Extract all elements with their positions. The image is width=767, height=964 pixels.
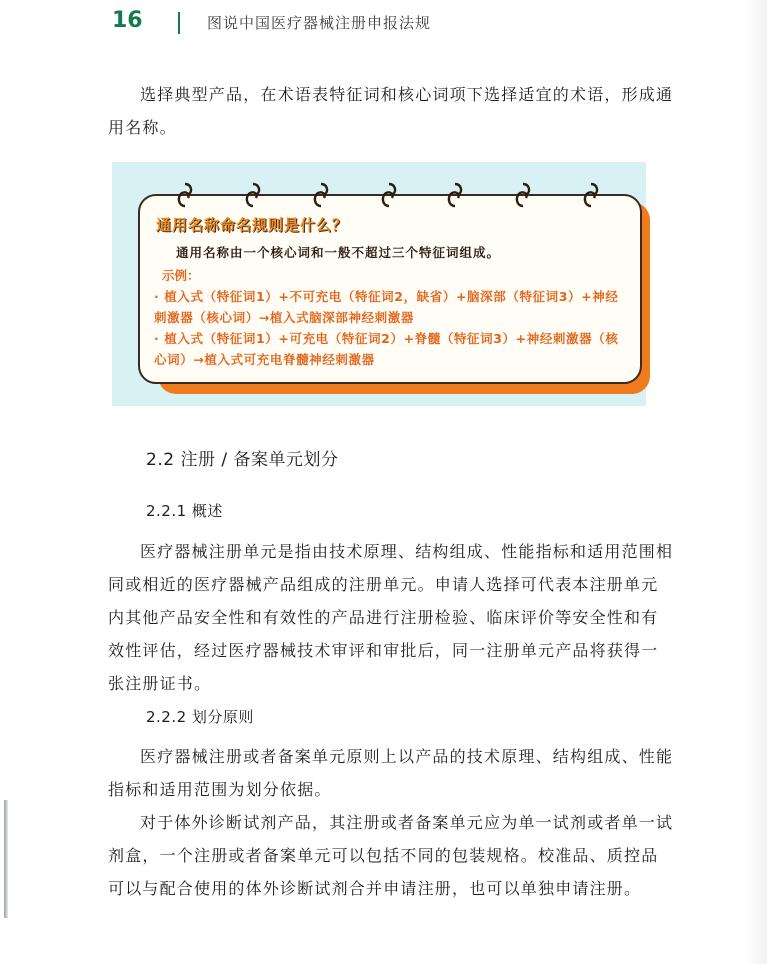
section-title: 2.2 注册 / 备案单元划分 xyxy=(146,450,339,470)
intro-paragraph: 选择典型产品，在术语表特征词和核心词项下选择适宜的术语，形成通用名称。 xyxy=(108,85,674,137)
binder-ring-icon xyxy=(582,182,600,208)
overview-paragraph: 医疗器械注册单元是指由技术原理、结构组成、性能指标和适用范围相同或相近的医疗器械产品组成的注册单元。申请人选择可代表本注册单元内其他产品安全性和有效性的产品进行注册检验、临床评价等安全性和有效性评估，经过医疗器械技术审评和审批后，同一注册单元产品将获得一张注册证书。 xyxy=(108,542,674,693)
header-divider xyxy=(178,12,180,34)
binder-ring-icon xyxy=(244,182,262,208)
binder-ring-icon xyxy=(176,182,194,208)
page-number: 16 xyxy=(112,8,143,33)
note-example-1: · 植入式（特征词1）+不可充电（特征词2，缺省）+脑深部（特征词3）+神经刺激器（核心词）→植入式脑深部神经刺激器 xyxy=(154,289,619,325)
note-example-2: · 植入式（特征词1）+可充电（特征词2）+脊髓（特征词3）+神经刺激器（核心词）→植入式可充电脊髓神经刺激器 xyxy=(154,331,619,367)
principles-paragraph-1: 医疗器械注册或者备案单元原则上以产品的技术原理、结构组成、性能指标和适用范围为划分依据。 xyxy=(108,747,674,799)
binder-ring-icon xyxy=(312,182,330,208)
running-title: 图说中国医疗器械注册申报法规 xyxy=(207,14,432,32)
note-heading: 通用名称命名规则是什么？ xyxy=(156,216,349,234)
subsection-title-overview: 2.2.1 概述 xyxy=(146,502,223,520)
binder-ring-icon xyxy=(446,182,464,208)
principles-paragraph-2: 对于体外诊断试剂产品，其注册或者备案单元应为单一试剂或者单一试剂盒，一个注册或者备案单元可以包括不同的包装规格。校准品、质控品可以与配合使用的体外诊断试剂合并申请注册，也可以单独申请注册。 xyxy=(108,813,674,898)
page-right-edge xyxy=(745,0,767,964)
note-intro: 通用名称由一个核心词和一般不超过三个特征词组成。 xyxy=(176,245,501,260)
binder-ring-icon xyxy=(380,182,398,208)
page-edge-shadow xyxy=(4,800,8,918)
note-example-label: 示例： xyxy=(162,268,200,283)
subsection-title-principles: 2.2.2 划分原则 xyxy=(146,708,254,726)
binder-ring-icon xyxy=(514,182,532,208)
